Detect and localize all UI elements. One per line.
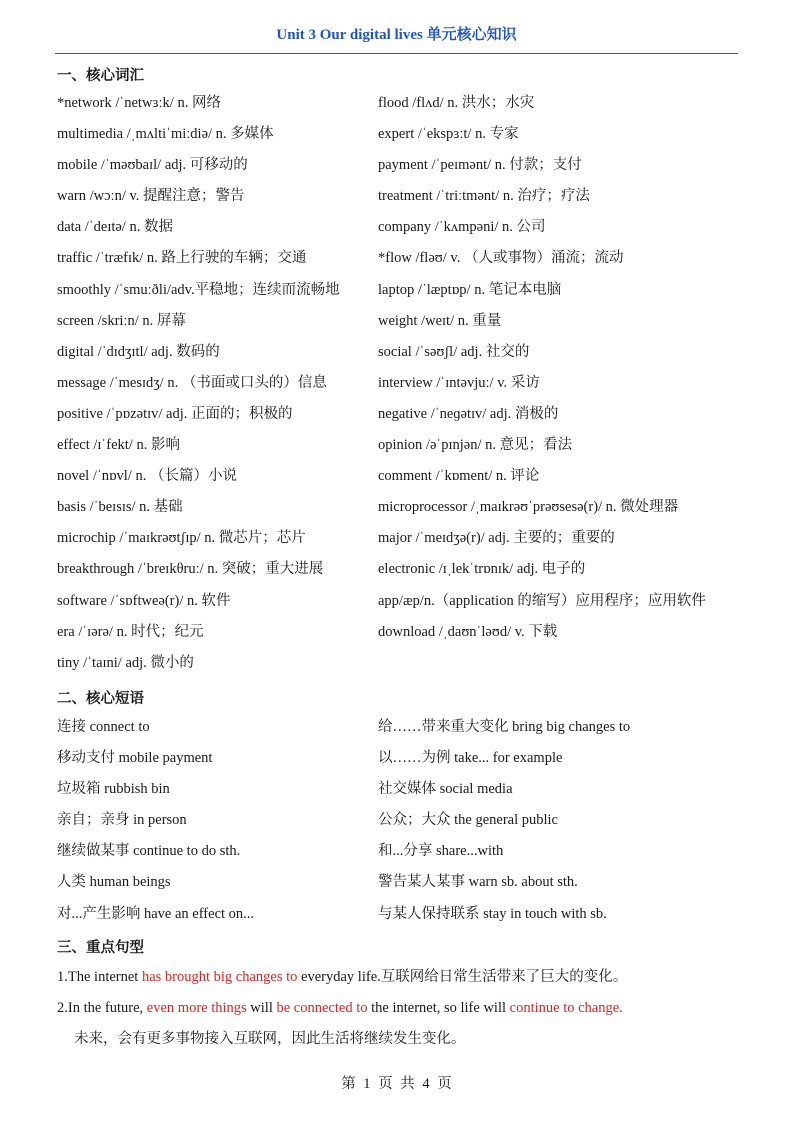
vocab-entry-right: treatment /ˈtriːtmənt/ n. 治疗；疗法 [378, 188, 590, 205]
phrase-entry-left: 对...产生影响 have an effect on... [57, 905, 255, 922]
vocab-row [57, 368, 747, 399]
vocab-entry-left: smoothly /ˈsmuːðli/adv.平稳地；连续而流畅地 [57, 281, 340, 298]
phrase-entry-right: 社交媒体 social media [378, 781, 513, 798]
page-title: Unit 3 Our digital lives 单元核心知识 [276, 27, 517, 43]
phrase-row [57, 867, 747, 898]
sentence-2-part-e: the internet, so life will [367, 1000, 510, 1017]
vocab-entry-right: app/æp/n.（application 的缩写）应用程序；应用软件 [378, 592, 706, 609]
vocab-row [57, 337, 747, 368]
vocab-entry-right: payment /ˈpeɪmənt/ n. 付款；支付 [378, 157, 582, 174]
phrase-entry-left: 亲自；亲身 in person [57, 812, 187, 829]
phrase-entry-left: 垃圾箱 rubbish bin [57, 781, 170, 798]
vocab-entry-right: expert /ˈekspɜːt/ n. 专家 [378, 126, 519, 143]
vocab-entry-left: screen /skriːn/ n. 屏幕 [57, 312, 186, 329]
vocab-row [57, 306, 747, 337]
sentence-1-highlight: has brought big changes to [141, 969, 298, 985]
vocab-entry-right: flood /flʌd/ n. 洪水；水灾 [378, 95, 535, 111]
vocab-entry-right: electronic /ɪˌlekˈtrɒnɪk/ adj. 电子的 [378, 561, 586, 578]
vocab-entry-left: microchip /ˈmaɪkrəʊtʃɪp/ n. 微芯片；芯片 [57, 530, 306, 547]
sentence-2-highlight-3: continue to change. [509, 1000, 623, 1017]
phrase-entry-right: 给……带来重大变化 bring big changes to [378, 719, 631, 735]
vocab-entry-left: message /ˈmesɪdʒ/ n. （书面或口头的）信息 [57, 374, 327, 391]
phrases-heading: 二、核心短语 [57, 691, 144, 707]
phrase-entry-right: 和...分享 share...with [378, 843, 504, 860]
phrase-row [57, 712, 747, 743]
vocab-row [57, 586, 747, 617]
vocab-row [57, 150, 747, 181]
vocab-entry-right: microprocessor /ˌmaɪkrəʊˈprəʊsesə(r)/ n. 微处理器 [378, 499, 679, 516]
phrase-row [57, 899, 747, 930]
phrase-row [57, 836, 747, 867]
title-divider [55, 53, 738, 54]
vocab-row [57, 492, 747, 523]
sentence-1-part-c: everyday life.互联网给日常生活带来了巨大的变化。 [297, 969, 628, 985]
vocab-entry-right: company /ˈkʌmpəni/ n. 公司 [378, 219, 546, 236]
vocab-entry-right: negative /ˈneɡətɪv/ adj. 消极的 [378, 405, 559, 422]
vocab-entry-right: comment /ˈkɒment/ n. 评论 [378, 468, 540, 485]
phrase-entry-left: 连接 connect to [57, 719, 150, 735]
vocab-entry-left: software /ˈsɒftweə(r)/ n. 软件 [57, 592, 231, 609]
phrase-row [57, 743, 747, 774]
vocab-row [57, 181, 747, 212]
vocab-entry-left: traffic /ˈtræfɪk/ n. 路上行驶的车辆；交通 [57, 250, 307, 267]
vocab-entry-left: basis /ˈbeɪsɪs/ n. 基础 [57, 499, 183, 516]
vocab-entry-left: digital /ˈdɪdʒɪtl/ adj. 数码的 [57, 343, 220, 360]
sentence-1 [57, 962, 747, 993]
phrase-entry-left: 继续做某事 continue to do sth. [57, 843, 241, 860]
vocab-entry-left: positive /ˈpɒzətɪv/ adj. 正面的；积极的 [57, 405, 293, 422]
phrase-entry-right: 与某人保持联系 stay in touch with sb. [378, 905, 607, 922]
sentence-2-highlight-2: be connected to [276, 1000, 368, 1017]
vocab-entry-right: opinion /əˈpɪnjən/ n. 意见；看法 [378, 437, 573, 454]
vocab-entry-right: social /ˈsəʊʃl/ adj. 社交的 [378, 343, 530, 360]
phrase-entry-left: 人类 human beings [57, 874, 171, 891]
vocab-list [57, 88, 747, 679]
sentences-heading: 三、重点句型 [57, 940, 144, 956]
vocab-entry-left: warn /wɔːn/ v. 提醒注意；警告 [57, 188, 245, 205]
vocab-row [57, 523, 747, 554]
sentences-list [57, 962, 747, 1055]
vocab-row [57, 617, 747, 648]
vocab-row [57, 554, 747, 585]
vocab-row [57, 88, 747, 119]
vocab-entry-left: effect /ɪˈfekt/ n. 影响 [57, 437, 180, 454]
sentence-1-part-a: 1.The internet [57, 969, 142, 985]
vocab-row [57, 461, 747, 492]
sentence-2 [57, 993, 747, 1024]
vocab-row [57, 119, 747, 150]
vocab-entry-right: laptop /ˈlæptɒp/ n. 笔记本电脑 [378, 281, 562, 298]
sentence-2-part-a: 2.In the future, [57, 1000, 147, 1017]
vocab-row [57, 430, 747, 461]
sentence-2-part-c: will [246, 1000, 277, 1017]
vocab-entry-right: interview /ˈɪntəvjuː/ v. 采访 [378, 374, 540, 391]
sentence-2-translation: 未来，会有更多事物接入互联网，因此生活将继续发生变化。 [74, 1031, 466, 1048]
vocab-entry-right: download /ˌdaʊnˈləʊd/ v. 下载 [378, 623, 558, 640]
sentence-2-highlight-1: even more things [146, 1000, 247, 1017]
vocab-entry-left: tiny /ˈtaɪni/ adj. 微小的 [57, 654, 194, 671]
vocab-entry-right: weight /weɪt/ n. 重量 [378, 312, 502, 329]
phrases-list [57, 712, 747, 930]
vocab-row [57, 648, 747, 679]
phrase-row [57, 805, 747, 836]
vocab-row [57, 212, 747, 243]
vocab-entry-left: breakthrough /ˈbreɪkθruː/ n. 突破；重大进展 [57, 561, 324, 578]
phrase-entry-right: 公众；大众 the general public [378, 812, 558, 829]
vocab-entry-left: multimedia /ˌmʌltiˈmiːdiə/ n. 多媒体 [57, 126, 274, 143]
vocab-row [57, 275, 747, 306]
vocab-entry-left: mobile /ˈməʊbaɪl/ adj. 可移动的 [57, 157, 248, 174]
vocab-entry-right: major /ˈmeɪdʒə(r)/ adj. 主要的；重要的 [378, 530, 615, 547]
phrase-row [57, 774, 747, 805]
phrase-entry-left: 移动支付 mobile payment [57, 750, 213, 767]
vocab-entry-left: data /ˈdeɪtə/ n. 数据 [57, 219, 173, 236]
vocab-entry-left: era /ˈɪərə/ n. 时代；纪元 [57, 623, 204, 640]
vocab-entry-left: novel /ˈnɒvl/ n. （长篇）小说 [57, 468, 237, 485]
page-footer: 第 1 页 共 4 页 [341, 1076, 452, 1092]
vocab-entry-left: *network /ˈnetwɜːk/ n. 网络 [57, 95, 221, 111]
vocab-row [57, 399, 747, 430]
phrase-entry-right: 警告某人某事 warn sb. about sth. [378, 874, 578, 891]
vocab-entry-right: *flow /fləʊ/ v. （人或事物）涌流；流动 [378, 250, 624, 267]
vocab-row [57, 243, 747, 274]
phrase-entry-right: 以……为例 take... for example [378, 750, 563, 767]
vocab-heading: 一、核心词汇 [57, 68, 144, 84]
